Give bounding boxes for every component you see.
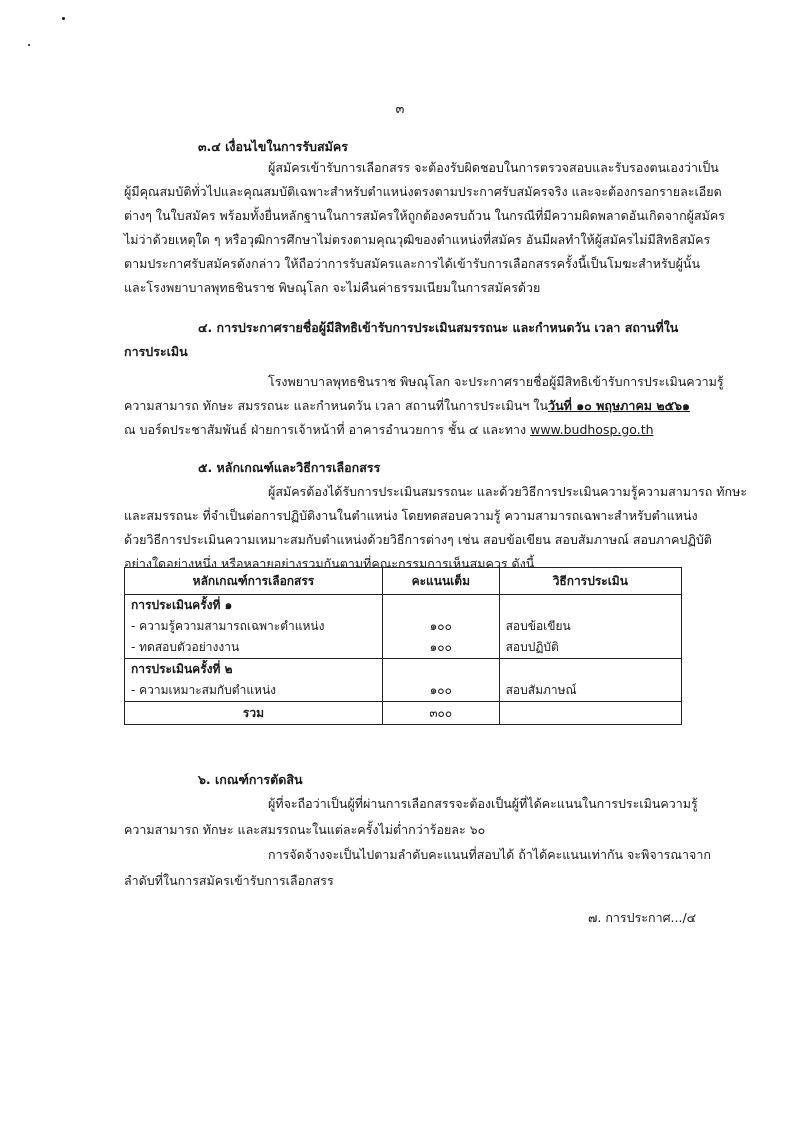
total-label: รวม (125, 702, 383, 725)
paragraph-line: การจัดจ้างจะเป็นไปตามลำดับคะแนนที่สอบได้ ถ้าได้คะแนนเท่ากัน จะพิจารณาจาก (268, 847, 711, 862)
paragraph-line: ผู้มีคุณสมบัติทั่วไปและคุณสมบัติเฉพาะสำหรับตำแหน่งตรงตามประกาศรับสมัครจริง และจะต้องกรอกรายละเอียด (124, 184, 722, 199)
criteria-table (124, 567, 682, 725)
paragraph-line: ไม่ว่าด้วยเหตุใด ๆ หรือวุฒิการศึกษาไม่ตรงตามคุณวุฒิของตำแหน่งที่สมัคร อันมีผลทำให้ผู้สมัครไม่มีสิทธิสมัคร (124, 232, 711, 247)
paragraph-line: ผู้สมัครต้องได้รับการประเมินสมรรถนะ และด้วยวิธีการประเมินความรู้ความสามารถ ทักษะ (268, 484, 748, 499)
score-value: ๑๐๐ (429, 640, 452, 654)
paragraph-line: ต่างๆ ในใบสมัคร พร้อมทั้งยื่นหลักฐานในการสมัครให้ถูกต้องครบถ้วน ในกรณีที่มีความผิดพลาดอันเกิดจากผู้สมัคร (124, 208, 725, 223)
criterion-cell (125, 659, 383, 702)
paragraph-text: ณ บอร์ดประชาสัมพันธ์ ฝ่ายการเจ้าหน้าที่ อาคารอำนวยการ ชั้น ๔ และทาง (124, 422, 531, 437)
continuation-note: ๗. การประกาศ.../๔ (588, 910, 697, 925)
section-4-heading: ๔. การประกาศรายชื่อผู้มีสิทธิเข้ารับการประเมินสมรรถนะ และกำหนดวัน เวลา สถานที่ใน (198, 320, 679, 335)
criterion-item: - ความเหมาะสมกับตำแหน่ง (131, 683, 277, 697)
group-label: การประเมินครั้งที่ ๒ (131, 662, 233, 676)
section-5-heading: ๕. หลักเกณฑ์และวิธีการเลือกสรร (198, 460, 381, 475)
total-method-empty (499, 702, 681, 725)
criterion-item: - ทดสอบตัวอย่างงาน (131, 640, 240, 654)
section-6-heading: ๖. เกณฑ์การตัดสิน (198, 772, 303, 787)
paragraph-line: และสมรรถนะ ที่จำเป็นต่อการปฏิบัติงานในตำแหน่ง โดยทดสอบความรู้ ความสามารถเฉพาะสำหรับตำแหน่ง (124, 508, 698, 523)
method-value: สอบสัมภาษณ์ (505, 683, 577, 697)
paragraph-line (124, 420, 654, 440)
group-label: การประเมินครั้งที่ ๑ (131, 598, 233, 612)
paragraph-line (124, 396, 690, 416)
paragraph-text: ความสามารถ ทักษะ สมรรถนะ และกำหนดวัน เวลา สถานที่ในการประเมินฯ ใน (124, 398, 549, 413)
paragraph-line: ด้วยวิธีการประเมินความเหมาะสมกับตำแหน่งด้วยวิธีการต่างๆ เช่น สอบข้อเขียน สอบสัมภาษณ์ สอบภาคปฏิบัติ (124, 532, 712, 547)
website-link[interactable]: www.budhosp.go.th (530, 422, 654, 437)
paragraph-line: อย่างใดอย่างหนึ่ง หรือหลายอย่างรวมกันตามที่คณะกรรมการเห็นสมควร ดังนี้ (124, 556, 535, 571)
header-score: คะแนนเต็ม (382, 568, 499, 595)
table-row-group-1 (125, 595, 682, 659)
paragraph-line: ผู้ที่จะถือว่าเป็นผู้ที่ผ่านการเลือกสรรจะต้องเป็นผู้ที่ได้คะแนนในการประเมินความรู้ (268, 796, 698, 811)
total-score: ๓๐๐ (382, 702, 499, 725)
criterion-cell (125, 595, 383, 659)
paragraph-line: และโรงพยาบาลพุทธชินราช พิษณุโลก จะไม่คืนค่าธรรมเนียมในการสมัครด้วย (124, 280, 541, 295)
scan-speck (62, 17, 65, 20)
page-number: ๓ (395, 102, 405, 117)
score-value: ๑๐๐ (429, 619, 452, 633)
paragraph-line: ลำดับที่ในการสมัครเข้ารับการเลือกสรร (124, 873, 334, 888)
table-row-group-2 (125, 659, 682, 702)
section-4-heading-cont: การประเมิน (124, 344, 188, 359)
score-value: ๑๐๐ (429, 683, 452, 697)
score-cell (382, 595, 499, 659)
paragraph-line: โรงพยาบาลพุทธชินราช พิษณุโลก จะประกาศรายชื่อผู้มีสิทธิเข้ารับการประเมินความรู้ (268, 374, 724, 389)
paragraph-line: ผู้สมัครเข้ารับการเลือกสรร จะต้องรับผิดชอบในการตรวจสอบและรับรองตนเองว่าเป็น (268, 160, 719, 175)
score-cell (382, 659, 499, 702)
method-value: สอบปฏิบัติ (505, 640, 559, 654)
scan-speck (28, 44, 30, 46)
criterion-item: - ความรู้ความสามารถเฉพาะตำแหน่ง (131, 619, 325, 633)
header-method: วิธีการประเมิน (499, 568, 681, 595)
paragraph-line: ตามประกาศรับสมัครดังกล่าว ให้ถือว่าการรับสมัครและการได้เข้ารับการเลือกสรรครั้งนี้เป็นโมฆะสำหรับผู้นั้น (124, 256, 701, 271)
header-criterion: หลักเกณฑ์การเลือกสรร (125, 568, 383, 595)
section-3-4-heading: ๓.๔ เงื่อนไขในการรับสมัคร (198, 139, 348, 154)
paragraph-line: ความสามารถ ทักษะ และสมรรถนะในแต่ละครั้งไม่ต่ำกว่าร้อยละ ๖๐ (124, 822, 486, 837)
assessment-date: วันที่ ๑๐ พฤษภาคม ๒๕๖๑ (548, 398, 690, 413)
method-cell (499, 659, 681, 702)
method-value: สอบข้อเขียน (505, 619, 571, 633)
table-total-row (125, 702, 682, 725)
method-cell (499, 595, 681, 659)
table-header-row (125, 568, 682, 595)
